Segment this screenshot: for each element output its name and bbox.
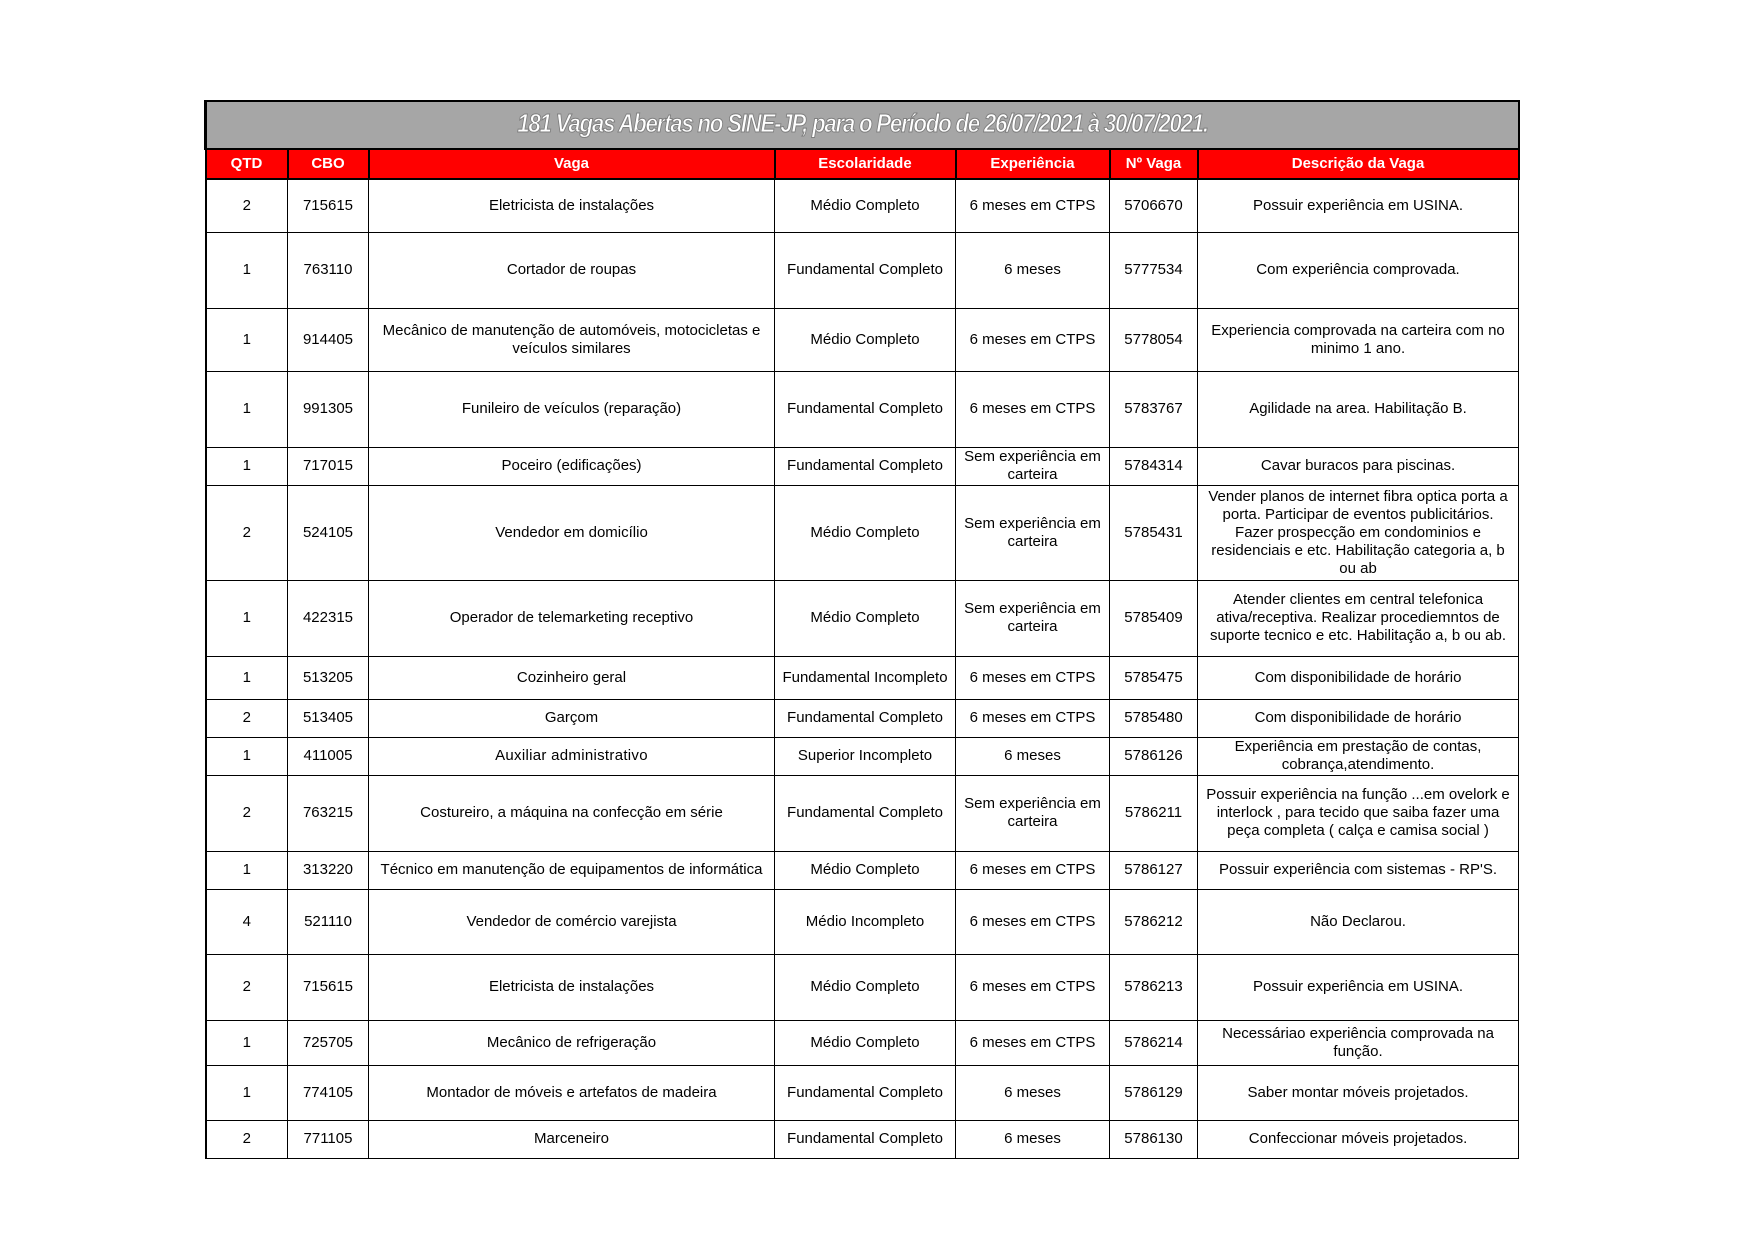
numero-vaga-cell: 5786213 bbox=[1110, 954, 1198, 1020]
escolaridade-cell: Fundamental Completo bbox=[775, 775, 956, 851]
experiencia-cell: Sem experiência em carteira bbox=[956, 775, 1110, 851]
descricao-cell: Possuir experiência em USINA. bbox=[1198, 179, 1519, 232]
escolaridade-cell: Médio Completo bbox=[775, 954, 956, 1020]
escolaridade-cell: Médio Completo bbox=[775, 308, 956, 371]
numero-vaga-cell: 5786129 bbox=[1110, 1065, 1198, 1120]
experiencia-cell: 6 meses em CTPS bbox=[956, 308, 1110, 371]
descricao-cell: Possuir experiência com sistemas - RP'S. bbox=[1198, 851, 1519, 889]
qtd-cell: 2 bbox=[206, 1120, 288, 1158]
table-row bbox=[206, 1065, 1519, 1120]
descricao-cell: Com disponibilidade de horário bbox=[1198, 656, 1519, 699]
descricao-cell: Agilidade na area. Habilitação B. bbox=[1198, 371, 1519, 447]
vaga-cell: Cortador de roupas bbox=[369, 232, 775, 308]
table-row bbox=[206, 656, 1519, 699]
vaga-cell: Eletricista de instalações bbox=[369, 179, 775, 232]
cbo-cell: 914405 bbox=[288, 308, 369, 371]
descricao-cell: Vender planos de internet fibra optica porta a porta. Participar de eventos publicitários. Fazer prospecção em condominios e residenciais e etc. Habilitação categoria a, b ou ab bbox=[1198, 485, 1519, 580]
vaga-cell: Marceneiro bbox=[369, 1120, 775, 1158]
numero-vaga-cell: 5786127 bbox=[1110, 851, 1198, 889]
experiencia-cell: 6 meses bbox=[956, 1120, 1110, 1158]
escolaridade-cell: Médio Completo bbox=[775, 485, 956, 580]
numero-vaga-cell: 5777534 bbox=[1110, 232, 1198, 308]
descricao-cell: Com disponibilidade de horário bbox=[1198, 699, 1519, 737]
header-row bbox=[206, 149, 1519, 179]
cbo-cell: 715615 bbox=[288, 954, 369, 1020]
table-row bbox=[206, 737, 1519, 775]
table-row bbox=[206, 485, 1519, 580]
escolaridade-cell: Superior Incompleto bbox=[775, 737, 956, 775]
qtd-cell: 1 bbox=[206, 308, 288, 371]
column-header-numero-vaga: Nº Vaga bbox=[1110, 149, 1198, 179]
experiencia-cell: 6 meses em CTPS bbox=[956, 656, 1110, 699]
job-table bbox=[204, 100, 1520, 1159]
descricao-cell: Possuir experiência em USINA. bbox=[1198, 954, 1519, 1020]
experiencia-cell: 6 meses em CTPS bbox=[956, 889, 1110, 954]
table-row bbox=[206, 179, 1519, 232]
escolaridade-cell: Médio Incompleto bbox=[775, 889, 956, 954]
table-title: 181 Vagas Abertas no SINE-JP, para o Período de 26/07/2021 à 30/07/2021. bbox=[516, 107, 1208, 138]
descricao-cell: Confeccionar móveis projetados. bbox=[1198, 1120, 1519, 1158]
cbo-cell: 313220 bbox=[288, 851, 369, 889]
descricao-cell: Necessáriao experiência comprovada na função. bbox=[1198, 1020, 1519, 1065]
descricao-cell: Experiência em prestação de contas, cobrança,atendimento. bbox=[1198, 737, 1519, 775]
table-row bbox=[206, 308, 1519, 371]
numero-vaga-cell: 5786211 bbox=[1110, 775, 1198, 851]
qtd-cell: 1 bbox=[206, 851, 288, 889]
qtd-cell: 2 bbox=[206, 485, 288, 580]
descricao-cell: Possuir experiência na função ...em ovelork e interlock , para tecido que saiba fazer uma peça completa ( calça e camisa social ) bbox=[1198, 775, 1519, 851]
cbo-cell: 422315 bbox=[288, 580, 369, 656]
title-row bbox=[206, 101, 1519, 149]
cbo-cell: 513205 bbox=[288, 656, 369, 699]
column-header-vaga: Vaga bbox=[369, 149, 775, 179]
table-row bbox=[206, 447, 1519, 485]
numero-vaga-cell: 5778054 bbox=[1110, 308, 1198, 371]
escolaridade-cell: Fundamental Incompleto bbox=[775, 656, 956, 699]
experiencia-cell: Sem experiência em carteira bbox=[956, 447, 1110, 485]
experiencia-cell: 6 meses em CTPS bbox=[956, 851, 1110, 889]
descricao-cell: Experiencia comprovada na carteira com no minimo 1 ano. bbox=[1198, 308, 1519, 371]
table-row bbox=[206, 580, 1519, 656]
descricao-cell: Atender clientes em central telefonica ativa/receptiva. Realizar procediemntos de suporte tecnico e etc. Habilitação a, b ou ab. bbox=[1198, 580, 1519, 656]
experiencia-cell: 6 meses bbox=[956, 1065, 1110, 1120]
descricao-cell: Saber montar móveis projetados. bbox=[1198, 1065, 1519, 1120]
table-row bbox=[206, 232, 1519, 308]
numero-vaga-cell: 5785431 bbox=[1110, 485, 1198, 580]
cbo-cell: 774105 bbox=[288, 1065, 369, 1120]
cbo-cell: 513405 bbox=[288, 699, 369, 737]
numero-vaga-cell: 5783767 bbox=[1110, 371, 1198, 447]
table-row bbox=[206, 954, 1519, 1020]
vaga-cell: Operador de telemarketing receptivo bbox=[369, 580, 775, 656]
numero-vaga-cell: 5786212 bbox=[1110, 889, 1198, 954]
qtd-cell: 1 bbox=[206, 447, 288, 485]
cbo-cell: 725705 bbox=[288, 1020, 369, 1065]
qtd-cell: 1 bbox=[206, 232, 288, 308]
qtd-cell: 4 bbox=[206, 889, 288, 954]
experiencia-cell: Sem experiência em carteira bbox=[956, 485, 1110, 580]
experiencia-cell: 6 meses em CTPS bbox=[956, 954, 1110, 1020]
qtd-cell: 1 bbox=[206, 656, 288, 699]
table-row bbox=[206, 1020, 1519, 1065]
escolaridade-cell: Médio Completo bbox=[775, 1020, 956, 1065]
cbo-cell: 715615 bbox=[288, 179, 369, 232]
escolaridade-cell: Fundamental Completo bbox=[775, 1065, 956, 1120]
table-row bbox=[206, 371, 1519, 447]
escolaridade-cell: Fundamental Completo bbox=[775, 232, 956, 308]
cbo-cell: 524105 bbox=[288, 485, 369, 580]
column-header-qtd: QTD bbox=[206, 149, 288, 179]
experiencia-cell: Sem experiência em carteira bbox=[956, 580, 1110, 656]
table-row bbox=[206, 775, 1519, 851]
experiencia-cell: 6 meses bbox=[956, 232, 1110, 308]
numero-vaga-cell: 5786126 bbox=[1110, 737, 1198, 775]
cbo-cell: 763215 bbox=[288, 775, 369, 851]
table-row bbox=[206, 851, 1519, 889]
numero-vaga-cell: 5785475 bbox=[1110, 656, 1198, 699]
cbo-cell: 521110 bbox=[288, 889, 369, 954]
qtd-cell: 1 bbox=[206, 580, 288, 656]
experiencia-cell: 6 meses em CTPS bbox=[956, 371, 1110, 447]
column-header-escolaridade: Escolaridade bbox=[775, 149, 956, 179]
qtd-cell: 1 bbox=[206, 371, 288, 447]
escolaridade-cell: Médio Completo bbox=[775, 851, 956, 889]
experiencia-cell: 6 meses em CTPS bbox=[956, 179, 1110, 232]
vaga-cell: Costureiro, a máquina na confecção em série bbox=[369, 775, 775, 851]
vaga-cell: Montador de móveis e artefatos de madeira bbox=[369, 1065, 775, 1120]
experiencia-cell: 6 meses em CTPS bbox=[956, 1020, 1110, 1065]
descricao-cell: Não Declarou. bbox=[1198, 889, 1519, 954]
vaga-cell: Vendedor de comércio varejista bbox=[369, 889, 775, 954]
vaga-cell: Mecânico de manutenção de automóveis, motocicletas e veículos similares bbox=[369, 308, 775, 371]
cbo-cell: 771105 bbox=[288, 1120, 369, 1158]
numero-vaga-cell: 5706670 bbox=[1110, 179, 1198, 232]
numero-vaga-cell: 5785409 bbox=[1110, 580, 1198, 656]
cbo-cell: 717015 bbox=[288, 447, 369, 485]
vaga-cell: Mecânico de refrigeração bbox=[369, 1020, 775, 1065]
vaga-cell: Poceiro (edificações) bbox=[369, 447, 775, 485]
descricao-cell: Cavar buracos para piscinas. bbox=[1198, 447, 1519, 485]
vaga-cell: Vendedor em domicílio bbox=[369, 485, 775, 580]
column-header-experiencia: Experiência bbox=[956, 149, 1110, 179]
vaga-cell: Cozinheiro geral bbox=[369, 656, 775, 699]
column-header-cbo: CBO bbox=[288, 149, 369, 179]
qtd-cell: 2 bbox=[206, 954, 288, 1020]
vaga-cell: Eletricista de instalações bbox=[369, 954, 775, 1020]
vaga-cell: Técnico em manutenção de equipamentos de informática bbox=[369, 851, 775, 889]
escolaridade-cell: Médio Completo bbox=[775, 179, 956, 232]
table-row bbox=[206, 889, 1519, 954]
table-title-cell bbox=[206, 101, 1519, 149]
table-row bbox=[206, 699, 1519, 737]
qtd-cell: 1 bbox=[206, 737, 288, 775]
qtd-cell: 2 bbox=[206, 775, 288, 851]
numero-vaga-cell: 5786130 bbox=[1110, 1120, 1198, 1158]
experiencia-cell: 6 meses bbox=[956, 737, 1110, 775]
column-header-descricao: Descrição da Vaga bbox=[1198, 149, 1519, 179]
cbo-cell: 411005 bbox=[288, 737, 369, 775]
qtd-cell: 1 bbox=[206, 1020, 288, 1065]
job-listing-sheet bbox=[204, 100, 1517, 1159]
experiencia-cell: 6 meses em CTPS bbox=[956, 699, 1110, 737]
vaga-cell: Auxiliar administrativo bbox=[369, 737, 775, 775]
qtd-cell: 1 bbox=[206, 1065, 288, 1120]
vaga-cell: Garçom bbox=[369, 699, 775, 737]
numero-vaga-cell: 5785480 bbox=[1110, 699, 1198, 737]
table-row bbox=[206, 1120, 1519, 1158]
escolaridade-cell: Fundamental Completo bbox=[775, 447, 956, 485]
qtd-cell: 2 bbox=[206, 699, 288, 737]
escolaridade-cell: Médio Completo bbox=[775, 580, 956, 656]
cbo-cell: 991305 bbox=[288, 371, 369, 447]
numero-vaga-cell: 5784314 bbox=[1110, 447, 1198, 485]
escolaridade-cell: Fundamental Completo bbox=[775, 1120, 956, 1158]
escolaridade-cell: Fundamental Completo bbox=[775, 699, 956, 737]
numero-vaga-cell: 5786214 bbox=[1110, 1020, 1198, 1065]
vaga-cell: Funileiro de veículos (reparação) bbox=[369, 371, 775, 447]
escolaridade-cell: Fundamental Completo bbox=[775, 371, 956, 447]
qtd-cell: 2 bbox=[206, 179, 288, 232]
cbo-cell: 763110 bbox=[288, 232, 369, 308]
descricao-cell: Com experiência comprovada. bbox=[1198, 232, 1519, 308]
